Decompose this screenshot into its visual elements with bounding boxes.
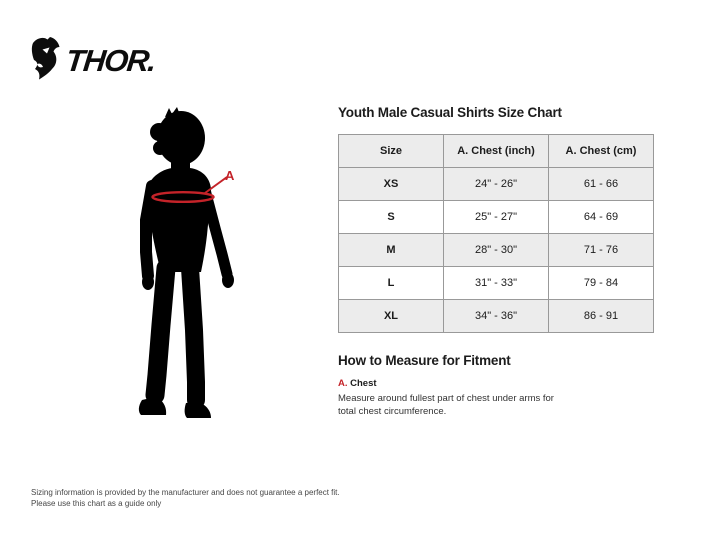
size-value: XL	[339, 300, 444, 333]
table-row	[339, 168, 654, 201]
measure-item-key: A.	[338, 378, 348, 389]
thor-goat-icon	[30, 36, 62, 85]
measure-item-description: Measure around fullest part of chest under arms for total chest circumference.	[338, 393, 554, 417]
chest-cm-value: 61 - 66	[549, 168, 654, 201]
disclaimer	[31, 487, 340, 509]
col-header-chest-cm: A. Chest (cm)	[549, 135, 654, 168]
table-row	[339, 234, 654, 267]
chest-cm-value: 86 - 91	[549, 300, 654, 333]
chest-cm-value: 71 - 76	[549, 234, 654, 267]
chest-cm-value: 64 - 69	[549, 201, 654, 234]
size-chart-title: Youth Male Casual Shirts Size Chart	[338, 105, 562, 120]
table-row	[339, 267, 654, 300]
measure-item-chest	[338, 378, 656, 390]
col-header-chest-inch: A. Chest (inch)	[444, 135, 549, 168]
col-header-size: Size	[339, 135, 444, 168]
chest-inch-value: 31" - 33"	[444, 267, 549, 300]
table-row	[339, 201, 654, 234]
size-value: XS	[339, 168, 444, 201]
size-chart-table	[338, 134, 654, 333]
size-value: M	[339, 234, 444, 267]
size-value: S	[339, 201, 444, 234]
chest-inch-value: 28" - 30"	[444, 234, 549, 267]
table-row	[339, 300, 654, 333]
disclaimer-line-1: Sizing information is provided by the manufacturer and does not guarantee a perfect fit.	[31, 488, 340, 497]
measure-label-a: A	[225, 168, 235, 183]
measurement-diagram	[110, 90, 310, 430]
disclaimer-line-2: Please use this chart as a guide only	[31, 499, 162, 508]
thor-wordmark: THOR.	[64, 43, 157, 78]
chest-inch-value: 34" - 36"	[444, 300, 549, 333]
table-header-row	[339, 135, 654, 168]
chest-cm-value: 79 - 84	[549, 267, 654, 300]
thor-logo	[30, 36, 155, 85]
measure-item-name: Chest	[350, 378, 377, 389]
chest-inch-value: 24" - 26"	[444, 168, 549, 201]
how-to-measure-title: How to Measure for Fitment	[338, 353, 511, 368]
chest-inch-value: 25" - 27"	[444, 201, 549, 234]
size-value: L	[339, 267, 444, 300]
child-silhouette	[110, 90, 310, 430]
size-chart-panel	[338, 104, 656, 418]
